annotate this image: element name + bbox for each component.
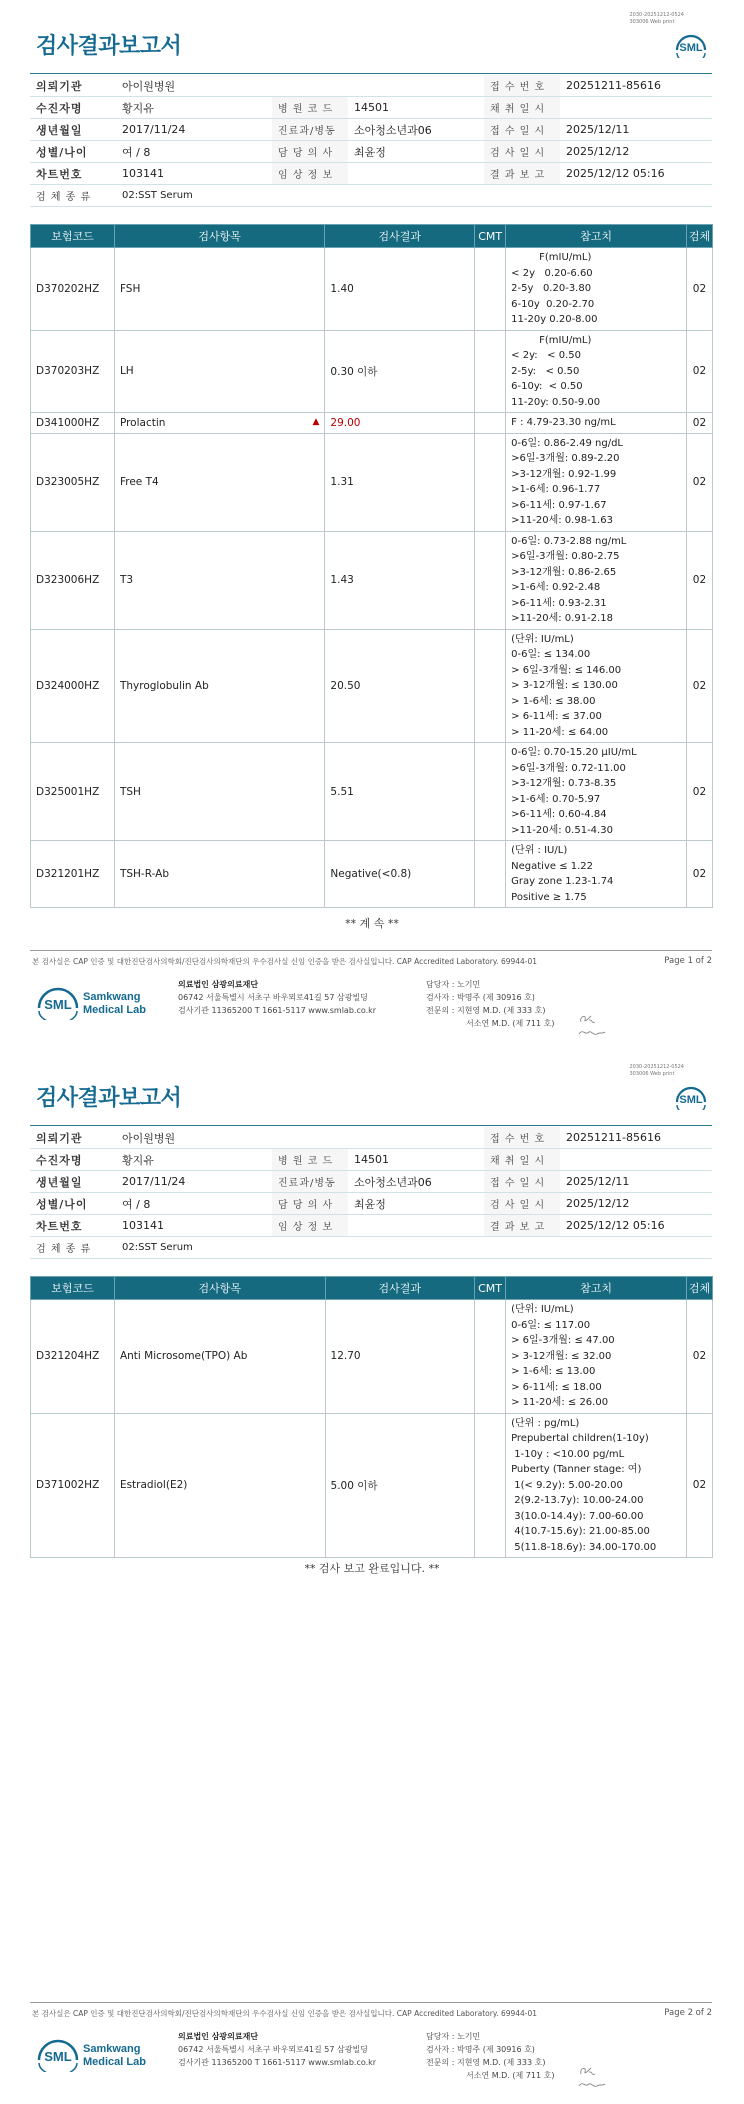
table-row: [31, 841, 713, 908]
specimen-code: 02: [686, 1300, 712, 1414]
high-flag-icon: ▲: [312, 416, 320, 427]
test-result: 0.30 이하: [325, 330, 475, 413]
insurance-code: D324000HZ: [31, 629, 115, 743]
reference-range: [506, 1413, 687, 1558]
cmt-cell: [475, 1300, 506, 1414]
dob-value: 2017/11/24: [116, 119, 272, 141]
institution-label: 의뢰기관: [30, 75, 116, 97]
reference-line: Positive ≥ 1.75: [511, 891, 587, 903]
specimen-code: 02: [686, 433, 712, 531]
title-rule: [30, 73, 712, 74]
receipt-no-value: 20251211-85616: [560, 1127, 712, 1149]
specimen-type-value: 02:SST Serum: [116, 185, 712, 207]
svg-text:Medical Lab: Medical Lab: [83, 2056, 146, 2068]
test-item-label: Free T4: [119, 476, 159, 488]
hospital-code-value: 14501: [348, 97, 484, 119]
specimen-type-value: 02:SST Serum: [116, 1237, 712, 1259]
footer-rule: [30, 2002, 712, 2003]
reference-line: > 1-6세: ≤ 13.00: [511, 1366, 596, 1377]
insurance-code: D341000HZ: [31, 413, 115, 434]
reference-line: >6일-3개월: 0.72-11.00: [511, 762, 626, 774]
hospital-code-value: 14501: [348, 1149, 484, 1171]
dob-label: 생년월일: [30, 119, 116, 141]
specimen-code: 02: [686, 531, 712, 629]
test-item-label: TSH: [119, 785, 141, 798]
insurance-code: D321204HZ: [31, 1300, 115, 1414]
reference-line: 2-5y 0.20-3.80: [511, 283, 592, 294]
chart-no-value: 103141: [116, 163, 272, 185]
reference-line: > 1-6세: ≤ 38.00: [511, 695, 596, 707]
insurance-code: D370203HZ: [31, 330, 115, 413]
specimen-type-label: 검 체 종 류: [30, 185, 116, 207]
svg-text:SML: SML: [44, 997, 72, 1012]
test-item: [114, 841, 324, 908]
specimen-code: 02: [686, 841, 712, 908]
samkwang-logo-icon: [36, 2032, 156, 2072]
reference-line: Gray zone 1.23-1.74: [511, 876, 614, 887]
reference-line: > 3-12개월: ≤ 130.00: [511, 680, 618, 691]
reference-line: (단위: IU/mL): [511, 1304, 574, 1315]
page-number: Page 2 of 2: [664, 2008, 712, 2018]
specimen-code: 02: [686, 629, 712, 743]
col-cmt: CMT: [475, 1277, 506, 1300]
department-label: 진료과/병동: [272, 119, 348, 141]
test-result: 12.70: [325, 1300, 475, 1414]
reference-line: (단위: IU/mL): [511, 633, 574, 645]
reference-range: [506, 1300, 687, 1414]
reference-line: 0-6일: ≤ 117.00: [511, 1319, 591, 1331]
table-row: [31, 629, 713, 743]
insurance-code: D370202HZ: [31, 248, 115, 331]
results-table: [30, 1276, 713, 1558]
department-value: 소아청소년과06: [348, 1171, 484, 1193]
test-item-label: TSH-R-Ab: [119, 868, 169, 880]
reference-line: 2(9.2-13.7y): 10.00-24.00: [511, 1495, 644, 1506]
reference-range: [506, 413, 687, 434]
reference-line: 0-6일: 0.86-2.49 ng/dL: [511, 437, 623, 449]
clinical-info-value: [348, 163, 484, 185]
reference-line: >6일-3개월: 0.80-2.75: [511, 551, 620, 562]
reference-line: (단위 : pg/mL): [511, 1417, 580, 1429]
reference-line: > 11-20세: ≤ 64.00: [511, 726, 609, 738]
table-row: [31, 248, 713, 331]
svg-text:Medical Lab: Medical Lab: [83, 1004, 146, 1016]
test-date-value: 2025/12/12: [560, 1193, 712, 1215]
reference-line: 1-10y : <10.00 pg/mL: [511, 1448, 625, 1460]
reference-line: >1-6세: 0.96-1.77: [511, 484, 601, 495]
test-item: [114, 1300, 325, 1414]
accreditation-note: 본 검사실은 CAP 인증 및 대한진단검사의학회/진단검사의학재단의 우수검사실 신임 인증을 받은 검사실입니다. CAP Accredited Laboratory. 69944-01: [32, 957, 538, 966]
print-stamp: 2030-20251212-0524 303006 Web print: [629, 12, 684, 25]
reference-line: 11-20y 0.20-8.00: [511, 314, 598, 325]
reference-line: 5(11.8-18.6y): 34.00-170.00: [511, 1541, 657, 1553]
report-time-label: 결 과 보 고: [484, 163, 560, 185]
receipt-date-label: 접 수 일 시: [484, 119, 560, 141]
cmt-cell: [475, 433, 506, 531]
patient-info-table: [30, 75, 712, 207]
table-row: [31, 413, 713, 434]
doctor-label: 담 당 의 사: [272, 1193, 348, 1215]
samkwang-logo-icon: [36, 980, 156, 1020]
test-item: [114, 629, 324, 743]
lab-address: 의료법인 삼광의료재단 06742 서울특별시 서초구 바우뫼로41길 57 삼광빌딩 검사기관 11365200 T 1661-5117 www.smlab.co.kr: [178, 980, 377, 1015]
institution-value: 아이원병원: [116, 75, 484, 97]
patient-name-label: 수진자명: [30, 97, 116, 119]
sml-logo-icon: [673, 30, 709, 58]
receipt-no-label: 접 수 번 호: [484, 75, 560, 97]
reference-line: 0-6일: 0.73-2.88 ng/mL: [511, 535, 627, 547]
test-result: 5.00 이하: [325, 1413, 475, 1558]
reference-range: [506, 433, 687, 531]
test-result: Negative(<0.8): [325, 841, 475, 908]
reference-line: >1-6세: 0.92-2.48: [511, 582, 601, 593]
insurance-code: D321201HZ: [31, 841, 115, 908]
reference-line: > 6-11세: ≤ 37.00: [511, 711, 602, 722]
test-date-label: 검 사 일 시: [484, 141, 560, 163]
reference-line: >6일-3개월: 0.89-2.20: [511, 453, 620, 464]
specimen-code: 02: [686, 1413, 712, 1558]
test-result: 1.43: [325, 531, 475, 629]
col-reference: 참고치: [506, 225, 687, 248]
svg-text:SML: SML: [679, 1094, 703, 1106]
chart-no-value: 103141: [116, 1215, 272, 1237]
clinical-info-value: [348, 1215, 484, 1237]
insurance-code: D371002HZ: [31, 1413, 115, 1558]
reference-range: [506, 629, 687, 743]
title-rule: [30, 1125, 712, 1126]
footer-rule: [30, 950, 712, 951]
reference-line: F(mIU/mL): [539, 334, 592, 346]
table-row: [31, 433, 713, 531]
test-item: [114, 413, 324, 434]
test-result: 29.00: [325, 413, 475, 434]
sex-age-value: 여 / 8: [116, 141, 272, 163]
lab-staff: 담당자 : 노기민 검사자 : 박명주 (제 30916 호) 전문의 : 지현영 M.D. (제 333 호) 서소연 M.D. (제 711 호): [426, 2032, 555, 2080]
col-cmt: CMT: [475, 225, 506, 248]
doctor-label: 담 당 의 사: [272, 141, 348, 163]
collection-label: 채 취 일 시: [484, 1149, 560, 1171]
reference-line: F(mIU/mL): [539, 252, 592, 263]
test-item-label: LH: [119, 365, 134, 378]
reference-range: [506, 841, 687, 908]
test-result: 1.31: [325, 433, 475, 531]
dob-value: 2017/11/24: [116, 1171, 272, 1193]
test-result: 5.51: [325, 743, 475, 841]
receipt-no-label: 접 수 번 호: [484, 1127, 560, 1149]
receipt-no-value: 20251211-85616: [560, 75, 712, 97]
reference-line: >1-6세: 0.70-5.97: [511, 793, 601, 805]
test-result: 1.40: [325, 248, 475, 331]
specimen-code: 02: [686, 743, 712, 841]
institution-label: 의뢰기관: [30, 1127, 116, 1149]
doctor-value: 최윤정: [348, 1193, 484, 1215]
sex-age-label: 성별/나이: [30, 141, 116, 163]
reference-line: > 6일-3개월: ≤ 47.00: [511, 1335, 615, 1346]
collection-label: 채 취 일 시: [484, 97, 560, 119]
reference-line: Negative ≤ 1.22: [511, 860, 594, 872]
test-date-value: 2025/12/12: [560, 141, 712, 163]
cmt-cell: [475, 1413, 506, 1558]
table-row: [31, 743, 713, 841]
insurance-code: D323005HZ: [31, 433, 115, 531]
insurance-code: D323006HZ: [31, 531, 115, 629]
report-complete-note: ** 검사 보고 완료입니다. **: [304, 1562, 440, 1575]
test-item-label: FSH: [119, 282, 141, 295]
col-code: 보험코드: [31, 225, 115, 248]
department-value: 소아청소년과06: [348, 119, 484, 141]
results-table: [30, 224, 713, 908]
test-item: [114, 433, 324, 531]
receipt-date-value: 2025/12/11: [560, 119, 712, 141]
institution-value: 아이원병원: [116, 1127, 484, 1149]
reference-line: 6-10y 0.20-2.70: [511, 298, 595, 310]
table-row: [31, 330, 713, 413]
test-item: [114, 531, 324, 629]
reference-line: > 11-20세: ≤ 26.00: [511, 1397, 609, 1408]
hospital-code-label: 병 원 코 드: [272, 1149, 348, 1171]
specimen-code: 02: [686, 330, 712, 413]
col-item: 검사항목: [114, 1277, 325, 1300]
table-row: [31, 1300, 713, 1414]
receipt-date-value: 2025/12/11: [560, 1171, 712, 1193]
reference-line: >6-11세: 0.93-2.31: [511, 597, 607, 609]
reference-line: Puberty (Tanner stage: 여): [511, 1464, 642, 1475]
reference-line: >11-20세: 0.91-2.18: [511, 613, 613, 624]
reference-line: > 6-11세: ≤ 18.00: [511, 1381, 602, 1393]
test-item: [114, 1413, 325, 1558]
hospital-code-label: 병 원 코 드: [272, 97, 348, 119]
reference-line: < 2y: < 0.50: [511, 350, 581, 361]
reference-line: 0-6일: 0.70-15.20 µIU/mL: [511, 747, 637, 758]
reference-range: [506, 531, 687, 629]
report-time-label: 결 과 보 고: [484, 1215, 560, 1237]
patient-name-value: 황지유: [116, 97, 272, 119]
reference-range: [506, 743, 687, 841]
reference-line: 0-6일: ≤ 134.00: [511, 649, 591, 660]
col-result: 검사결과: [325, 225, 475, 248]
cmt-cell: [475, 330, 506, 413]
test-item: [114, 743, 324, 841]
specimen-type-label: 검 체 종 류: [30, 1237, 116, 1259]
lab-staff: 담당자 : 노기민 검사자 : 박명주 (제 30916 호) 전문의 : 지현영 M.D. (제 333 호) 서소연 M.D. (제 711 호): [426, 980, 555, 1028]
test-result: 20.50: [325, 629, 475, 743]
test-item-label: Estradiol(E2): [119, 1479, 188, 1492]
svg-text:Samkwang: Samkwang: [83, 2043, 141, 2055]
continued-note: ** 계 속 **: [345, 917, 399, 930]
patient-info-table: [30, 1127, 712, 1259]
reference-line: Prepubertal children(1-10y): [511, 1433, 649, 1444]
cmt-cell: [475, 841, 506, 908]
specimen-code: 02: [686, 248, 712, 331]
test-item-label: Anti Microsome(TPO) Ab: [119, 1350, 248, 1363]
signature-image: [575, 2062, 610, 2092]
print-stamp: 2030-20251212-0524 303006 Web print: [629, 1064, 684, 1077]
page-title: 검사결과보고서: [36, 34, 182, 59]
test-item: [114, 248, 324, 331]
svg-text:SML: SML: [44, 2049, 72, 2064]
collection-value: [560, 1149, 712, 1171]
reference-line: >3-12개월: 0.86-2.65: [511, 566, 617, 578]
reference-range: [506, 248, 687, 331]
test-item-label: T3: [119, 574, 134, 586]
report-time-value: 2025/12/12 05:16: [560, 163, 712, 185]
table-row: [31, 531, 713, 629]
col-item: 검사항목: [114, 225, 324, 248]
department-label: 진료과/병동: [272, 1171, 348, 1193]
reference-line: 1(< 9.2y): 5.00-20.00: [511, 1479, 623, 1491]
sml-logo-icon: [673, 1082, 709, 1110]
page-number: Page 1 of 2: [664, 956, 712, 966]
cmt-cell: [475, 629, 506, 743]
reference-line: >6-11세: 0.97-1.67: [511, 499, 607, 511]
clinical-info-label: 임 상 정 보: [272, 1215, 348, 1237]
signature-image: [575, 1010, 610, 1040]
chart-no-label: 차트번호: [30, 1215, 116, 1237]
reference-line: 2-5y: < 0.50: [511, 365, 580, 377]
col-specimen: 검체: [686, 225, 712, 248]
svg-text:SML: SML: [679, 42, 703, 54]
cmt-cell: [475, 531, 506, 629]
reference-line: < 2y 0.20-6.60: [511, 267, 593, 279]
reference-line: 3(10.0-14.4y): 7.00-60.00: [511, 1510, 644, 1522]
table-row: [31, 1413, 713, 1558]
col-reference: 참고치: [506, 1277, 687, 1300]
reference-line: > 6일-3개월: ≤ 146.00: [511, 664, 622, 676]
cmt-cell: [475, 413, 506, 434]
clinical-info-label: 임 상 정 보: [272, 163, 348, 185]
test-item: [114, 330, 324, 413]
reference-line: 4(10.7-15.6y): 21.00-85.00: [511, 1526, 650, 1537]
test-date-label: 검 사 일 시: [484, 1193, 560, 1215]
report-page-2: [0, 1052, 744, 2104]
col-specimen: 검체: [686, 1277, 712, 1300]
collection-value: [560, 97, 712, 119]
reference-line: >11-20세: 0.51-4.30: [511, 824, 613, 836]
insurance-code: D325001HZ: [31, 743, 115, 841]
test-item-label: Thyroglobulin Ab: [119, 679, 209, 692]
sex-age-label: 성별/나이: [30, 1193, 116, 1215]
reference-range: [506, 330, 687, 413]
cmt-cell: [475, 248, 506, 331]
receipt-date-label: 접 수 일 시: [484, 1171, 560, 1193]
reference-line: >3-12개월: 0.73-8.35: [511, 778, 617, 789]
col-result: 검사결과: [325, 1277, 475, 1300]
reference-line: >11-20세: 0.98-1.63: [511, 515, 613, 526]
chart-no-label: 차트번호: [30, 163, 116, 185]
svg-text:Samkwang: Samkwang: [83, 991, 141, 1003]
col-code: 보험코드: [31, 1277, 115, 1300]
reference-line: (단위 : IU/L): [511, 845, 568, 856]
patient-name-value: 황지유: [116, 1149, 272, 1171]
lab-address: 의료법인 삼광의료재단 06742 서울특별시 서초구 바우뫼로41길 57 삼광빌딩 검사기관 11365200 T 1661-5117 www.smlab.co.kr: [178, 2032, 377, 2067]
specimen-code: 02: [686, 413, 712, 434]
reference-line: F : 4.79-23.30 ng/mL: [511, 417, 616, 428]
patient-name-label: 수진자명: [30, 1149, 116, 1171]
sex-age-value: 여 / 8: [116, 1193, 272, 1215]
page-title: 검사결과보고서: [36, 1086, 182, 1111]
test-item-label: Prolactin: [119, 416, 166, 429]
reference-line: 11-20y: 0.50-9.00: [511, 396, 601, 408]
reference-line: >3-12개월: 0.92-1.99: [511, 468, 617, 480]
reference-line: 6-10y: < 0.50: [511, 381, 583, 392]
reference-line: >6-11세: 0.60-4.84: [511, 809, 607, 820]
report-time-value: 2025/12/12 05:16: [560, 1215, 712, 1237]
doctor-value: 최윤정: [348, 141, 484, 163]
reference-line: > 3-12개월: ≤ 32.00: [511, 1350, 612, 1362]
cmt-cell: [475, 743, 506, 841]
dob-label: 생년월일: [30, 1171, 116, 1193]
accreditation-note: 본 검사실은 CAP 인증 및 대한진단검사의학회/진단검사의학재단의 우수검사실 신임 인증을 받은 검사실입니다. CAP Accredited Laboratory. 69944-01: [32, 2009, 538, 2018]
